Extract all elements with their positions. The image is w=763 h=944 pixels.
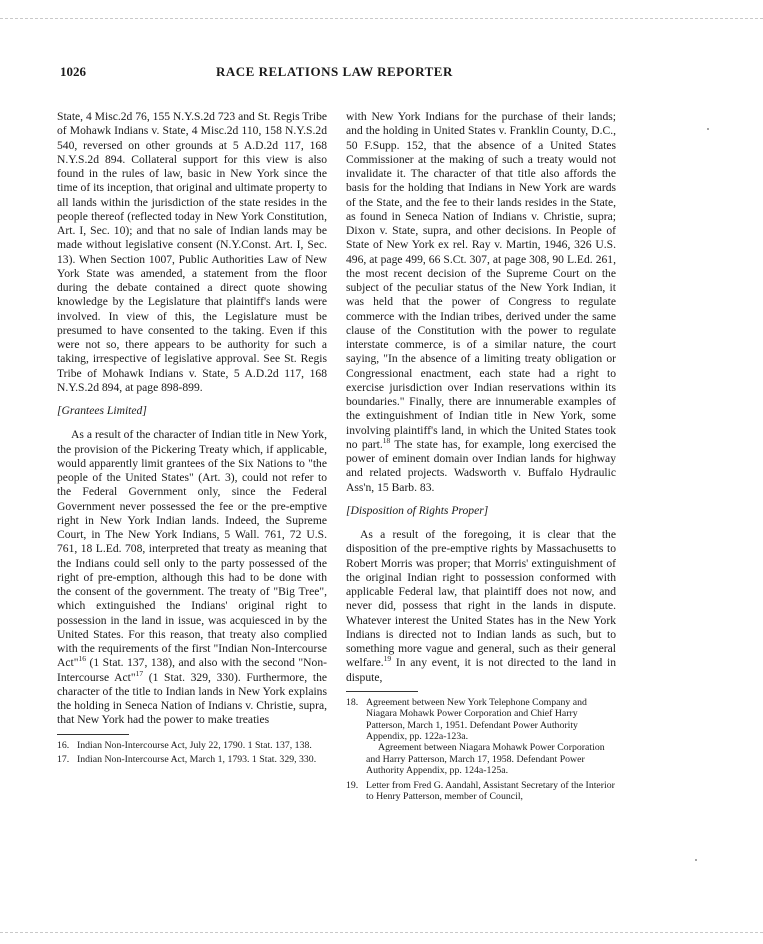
footnote-text — [366, 697, 616, 777]
scan-bottom-edge — [0, 932, 763, 933]
text-run: (1 Stat. 137, 138), and also with the second "Non-Intercourse Act" — [57, 656, 327, 684]
footnote-divider — [346, 691, 418, 692]
footnote-number: 16. — [57, 739, 70, 751]
right-column — [346, 110, 616, 805]
footnote — [346, 780, 616, 803]
right-paragraph-2 — [346, 528, 616, 685]
section-heading-grantees-limited: [Grantees Limited] — [57, 404, 147, 417]
footnote-ref: 18 — [382, 435, 391, 445]
footnote-number: 19. — [346, 779, 359, 791]
text-run: The state has, for example, long exercised the power of eminent domain over Indian lands for highway and related projects. Wadsworth v. Buffalo Hydraulic Ass'n, 15 Barb. 83. — [346, 437, 616, 494]
scan-speck — [707, 128, 709, 130]
footnote-ref: 17 — [135, 668, 144, 678]
footnote-text-part: Agreement between Niagara Mohawk Power Corporation and Harry Patterson, March 17, 1958. Defendant Power Authority Appendix, pp. 124a-125a. — [366, 742, 605, 777]
text-run: As a result of the character of Indian title in New York, the provision of the Pickering Treaty which, if applicable, would apparently limit grantees of the Six Nations to "the people of the United States" (Art. 3), could not refer to the Federal Government only, since the Federal Government never possessed the fee or the pre-emptive right in New York Indian lands. Indeed, the Supreme Court, in The New York Indians, 5 Wall. 761, 72 U.S. 761, 18 L.Ed. 708, interpreted that treaty as meaning that the Indians could sell only to the party possessed of the right of pre-emption, although this had to be done with the consent of the government. The treaty of "Big Tree", which extinguished the Indians' original right to possession in the land in issue, was acquiesced in by the United States. For this reason, that treaty also complied with the requirements of the first "Indian Non-Intercourse Act" — [57, 428, 327, 670]
scan-speck — [695, 859, 697, 861]
footnote-text: Indian Non-Intercourse Act, March 1, 1793. 1 Stat. 329, 330. — [77, 753, 317, 765]
left-paragraph-1: State, 4 Misc.2d 76, 155 N.Y.S.2d 723 and St. Regis Tribe of Mohawk Indians v. State, 4 Misc.2d 110, 158 N.Y.S.2d 540, reversed on other grounds at 5 A.D.2d 117, 168 N.Y.S.2d 894. Collateral support for this view is also found in the rules of law, basic in New York since the time of its inception, that original and ultimate property to all lands within the jurisdiction of the state resides in the people thereof (reflected today in New York Constitution, Art. I, Sec. 10); and that no sale of Indian lands may be made without legislative consent (N.Y.Const. Art. I, Sec. 13). When Section 1007, Public Authorities Law of New York State was amended, a statement from the floor during the debate contained a direct quote showing knowledge by the Legislature that plaintiff's lands were involved. In view of this, the Legislature must be presumed to have consented to the taking. Even if this were not so, there appears to be authority for such a taking, irrespective of legislative approval. See St. Regis Tribe of Mohawk Indians v. State, 5 A.D.2d 117, 168 N.Y.S.2d 894, at page 898-899. — [57, 110, 328, 394]
text-run: In any event, it is not directed to the land in dispute, — [346, 656, 616, 684]
right-paragraph-1 — [346, 110, 616, 495]
running-title: RACE RELATIONS LAW REPORTER — [216, 64, 453, 79]
footnote — [57, 754, 327, 765]
text-run: with New York Indians for the purchase of their lands; and the holding in United States v. Franklin County, D.C., 50 F.Supp. 152, that the absence of a United States Commissioner at the making of such a treaty would not invalidate it. The character of that title also affords the basis for the holding that Indians in New York are wards of the State, and the fee to their lands resides in the State, as found in Seneca Nation of Indians v. Christie, supra; Dixon v. State, supra, and other decisions. In People of State of New York ex rel. Ray v. Martin, 1946, 326 U.S. 496, at page 499, 66 S.Ct. 307, at page 308, 90 L.Ed. 261, the most recent decision of the Supreme Court on the subject of the peculiar status of the New York Indian, it was held that the power of Congress to regulate commerce with the Indian tribes, derived under the same clause of the Constitution with the power to regulate interstate commerce, is of a similar nature, the court saying, "In the absence of a limiting treaty obligation or Congressional enactment, each state had a right to exercise jurisdiction over Indian reservations within its boundaries." Finally, there are innumerable examples of the extinguishment of Indian title in New York, some involving plaintiff's land, in which the United States took no part. — [346, 110, 616, 451]
page-number: 1026 — [60, 64, 86, 79]
scan-top-edge — [0, 18, 763, 19]
footnote-text-part: Agreement between New York Telephone Company and Niagara Mohawk Power Corporation and Chief Harry Patterson, March 1, 1951. Defendant Power Authority Appendix, pp. 122a-123a. — [366, 696, 587, 742]
text-run: (1 Stat. 329, 330). Furthermore, the character of the title to Indian lands in New York explains the holding in Seneca Nation of Indians v. Christie, supra, that New York had the power to make treaties — [57, 670, 328, 727]
footnote — [57, 740, 327, 751]
footnote-text: Letter from Fred G. Aandahl, Assistant Secretary of the Interior to Henry Patterson, member of Council, — [366, 779, 615, 802]
footnote-ref: 19 — [383, 654, 392, 664]
footnote-ref: 16 — [78, 654, 86, 664]
left-column — [57, 110, 327, 768]
footnote-text: Indian Non-Intercourse Act, July 22, 1790. 1 Stat. 137, 138. — [77, 739, 312, 751]
footnote — [346, 697, 616, 777]
section-heading-disposition-of-rights: [Disposition of Rights Proper] — [346, 503, 489, 517]
footnote-number: 17. — [57, 753, 70, 765]
page-header — [60, 64, 620, 82]
footnote-number: 18. — [346, 696, 359, 708]
footnote-divider — [57, 734, 129, 735]
text-run: As a result of the foregoing, it is clear that the disposition of the pre-emptive rights by Massachusetts to Robert Morris was proper; that Morris' extinguishment of the original Indian right to possession conformed with applicable Federal law, that plaintiff does not now, and never did, possess that right in the lands in dispute. Whatever interest the United States has in the New York Indians is directed not to Indian lands as such, but to something more vague and general, such as their general welfare. — [346, 528, 616, 670]
left-paragraph-2 — [57, 428, 327, 727]
